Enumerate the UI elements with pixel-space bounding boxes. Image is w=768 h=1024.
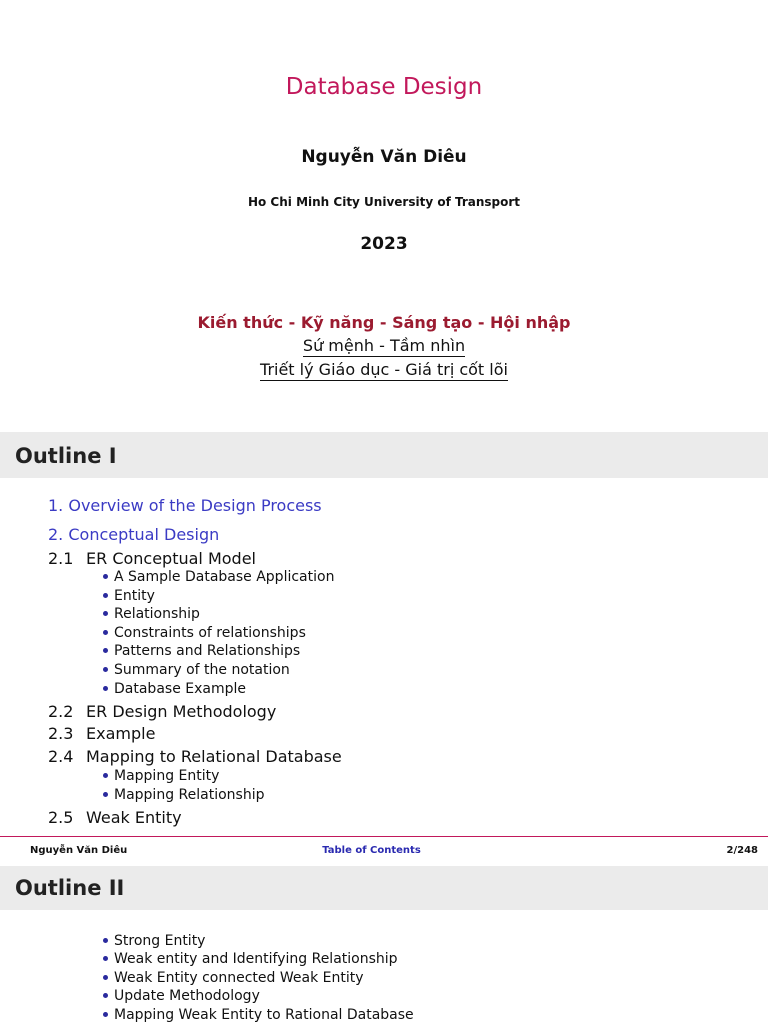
frame-header-outline-2 (0, 866, 768, 910)
toc-section-overview[interactable]: 1. Overview of the Design Process (48, 496, 322, 515)
subsection-number: 2.2 (48, 702, 74, 721)
toc-subsection[interactable] (48, 724, 448, 744)
bullet-label: Patterns and Relationships (114, 643, 301, 659)
motto-line-3 (0, 360, 768, 379)
motto-line-3-text: Triết lý Giáo dục - Giá trị cốt lõi (260, 360, 508, 379)
bullet-icon (103, 993, 108, 998)
toc-subsection[interactable] (48, 808, 448, 828)
toc-subsection[interactable] (48, 747, 448, 767)
toc-bullet[interactable] (103, 933, 205, 949)
frame-title: Outline I (15, 444, 117, 468)
bullet-icon (103, 574, 108, 579)
toc-bullet[interactable] (103, 1007, 414, 1023)
bullet-label: Database Example (114, 681, 246, 697)
toc-bullet[interactable] (103, 606, 200, 622)
toc-bullet[interactable] (103, 681, 246, 697)
toc-bullet[interactable] (103, 951, 398, 967)
bullet-label: Entity (114, 588, 155, 604)
footer-page-number: 2/248 (726, 845, 758, 856)
bullet-icon (103, 956, 108, 961)
toc-bullet[interactable] (103, 768, 219, 784)
subsection-number: 2.3 (48, 724, 74, 743)
bullet-icon (103, 773, 108, 778)
bullet-label: Mapping Weak Entity to Rational Database (114, 1007, 414, 1023)
toc-bullet[interactable] (103, 625, 306, 641)
bullet-icon (103, 667, 108, 672)
author-name: Nguyễn Văn Diêu (301, 147, 467, 167)
bullet-icon (103, 611, 108, 616)
toc-bullet[interactable] (103, 662, 290, 678)
bullet-label: Summary of the notation (114, 662, 290, 678)
bullet-label: Relationship (114, 606, 200, 622)
bullet-icon (103, 648, 108, 653)
frame-header-outline-1 (0, 432, 768, 478)
subsection-label: ER Conceptual Model (86, 549, 256, 568)
footer-author: Nguyễn Văn Diêu (30, 845, 128, 856)
institute-name: Ho Chi Minh City University of Transport (247, 195, 521, 209)
toc-bullet[interactable] (103, 970, 364, 986)
toc-bullet[interactable] (103, 588, 155, 604)
toc-bullet[interactable] (103, 643, 300, 659)
subsection-label: Weak Entity (86, 808, 182, 827)
bullet-icon (103, 1012, 108, 1017)
subsection-label: Example (86, 724, 156, 743)
toc-section-conceptual-design[interactable]: 2. Conceptual Design (48, 525, 220, 544)
bullet-label: Mapping Entity (114, 768, 220, 784)
year: 2023 (360, 234, 408, 254)
motto-line-1: Kiến thức - Kỹ năng - Sáng tạo - Hội nhập (197, 313, 571, 332)
bullet-icon (103, 630, 108, 635)
bullet-icon (103, 686, 108, 691)
toc-bullet[interactable] (103, 787, 264, 803)
toc-bullet[interactable] (103, 569, 334, 585)
bullet-label: Mapping Relationship (114, 787, 265, 803)
subsection-label: Mapping to Relational Database (86, 747, 342, 766)
bullet-label: Strong Entity (114, 933, 206, 949)
subsection-label: ER Design Methodology (86, 702, 277, 721)
bullet-icon (103, 975, 108, 980)
bullet-label: Constraints of relationships (114, 625, 306, 641)
motto-line-2 (0, 336, 768, 355)
subsection-number: 2.5 (48, 808, 74, 827)
footer-divider (0, 836, 768, 837)
bullet-icon (103, 593, 108, 598)
toc-bullet[interactable] (103, 988, 260, 1004)
bullet-label: Weak entity and Identifying Relationship (114, 951, 398, 967)
motto-line-2-text: Sứ mệnh - Tầm nhìn (302, 336, 466, 355)
footer-section-link[interactable]: Table of Contents (322, 845, 421, 856)
slide-title: Database Design (285, 74, 483, 100)
bullet-icon (103, 792, 108, 797)
subsection-number: 2.4 (48, 747, 74, 766)
frame-title: Outline II (15, 876, 125, 900)
subsection-number: 2.1 (48, 549, 74, 568)
bullet-label: Weak Entity connected Weak Entity (114, 970, 364, 986)
bullet-icon (103, 938, 108, 943)
bullet-label: Update Methodology (114, 988, 260, 1004)
bullet-label: A Sample Database Application (114, 569, 335, 585)
toc-subsection[interactable] (48, 549, 448, 569)
toc-subsection[interactable] (48, 702, 448, 722)
